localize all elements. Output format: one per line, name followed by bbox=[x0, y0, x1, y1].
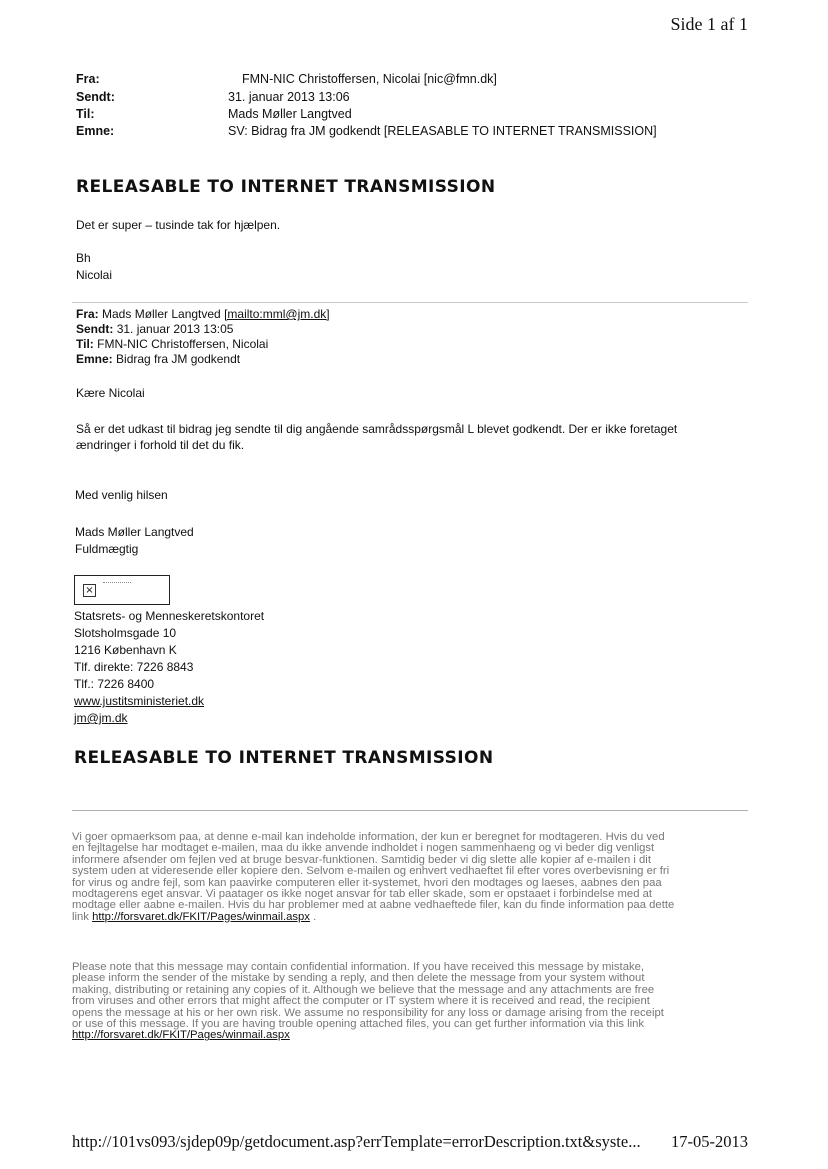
subject-label: Emne: bbox=[76, 124, 115, 138]
signature-phone-direct: Tlf. direkte: 7226 8843 bbox=[74, 660, 194, 674]
signature-city: 1216 København K bbox=[74, 643, 177, 657]
disclaimer-english bbox=[72, 962, 752, 1042]
quoted-sent bbox=[76, 322, 233, 337]
reply-sign-bh: Bh bbox=[76, 251, 91, 265]
disclaimer-en-link[interactable]: http://forsvaret.dk/FKIT/Pages/winmail.aspx bbox=[72, 1029, 290, 1042]
quoted-from-value: Mads Møller Langtved bbox=[102, 307, 221, 321]
quoted-from-mailto[interactable]: [mailto:mml@jm.dk] bbox=[224, 307, 330, 321]
quoted-paragraph-line1: Så er det udkast til bidrag jeg sendte til dig angående samrådsspørgsmål L blevet godkendt. Der er ikke foretaget bbox=[76, 422, 678, 436]
to-value: Mads Møller Langtved bbox=[228, 107, 352, 121]
quoted-subject bbox=[76, 352, 240, 367]
reply-sign-name: Nicolai bbox=[76, 268, 113, 282]
disclaimer-da-line: for virus og andre fejl, som kan paavirke computeren eller it-systemet, hvori den modtages og laeses, aabnes den paa bbox=[72, 876, 662, 889]
disclaimer-da-line: system uden at videresende eller kopiere den. Selvom e-mailen og enhvert vedhaeftet fil efter vores overbevisning er fri bbox=[72, 865, 670, 878]
quoted-from-label: Fra: bbox=[76, 307, 99, 321]
quoted-greeting: Kære Nicolai bbox=[76, 386, 145, 400]
quoted-to bbox=[76, 337, 268, 352]
reply-line: Det er super – tusinde tak for hjælpen. bbox=[76, 218, 281, 232]
quoted-sender-title: Fuldmægtig bbox=[75, 542, 139, 556]
banner-bottom: RELEASABLE TO INTERNET TRANSMISSION bbox=[74, 748, 494, 768]
to-label: Til: bbox=[76, 107, 95, 121]
disclaimer-en-line: Please note that this message may contain confidential information. If you have received this message by mistake, bbox=[72, 961, 645, 973]
page-number-header: Side 1 af 1 bbox=[670, 14, 748, 34]
disclaimer-en-line: opens the message at his or her own risk. We assume no responsibility for any loss or damage arising from the receipt bbox=[72, 1006, 664, 1019]
disclaimer-en-line: please inform the sender of the mistake by sending a reply, and then delete the message from your system without bbox=[72, 972, 645, 985]
disclaimer-da-link-line bbox=[72, 912, 752, 923]
from-label: Fra: bbox=[76, 72, 100, 86]
sent-label: Sendt: bbox=[76, 90, 115, 104]
disclaimer-en-link-line bbox=[72, 1030, 752, 1041]
from-value: FMN-NIC Christoffersen, Nicolai [nic@fmn.dk] bbox=[242, 72, 497, 86]
broken-image-icon: × bbox=[83, 584, 96, 597]
quoted-subject-label: Emne: bbox=[76, 352, 113, 366]
separator-rule bbox=[72, 302, 748, 303]
signature-email-link[interactable]: jm@jm.dk bbox=[74, 711, 128, 725]
subject-value: SV: Bidrag fra JM godkendt [RELEASABLE TO INTERNET TRANSMISSION] bbox=[228, 124, 657, 138]
disclaimer-da-line: modtagerens eget ansvar. Vi paatager os ikke noget ansvar for tab eller skade, som er opstaaet i forbindelse med at bbox=[72, 888, 653, 901]
quoted-paragraph-line2: ændringer i forhold til det du fik. bbox=[76, 438, 245, 452]
sent-value: 31. januar 2013 13:06 bbox=[228, 90, 350, 104]
disclaimer-da-link-suffix: . bbox=[313, 910, 317, 923]
disclaimer-en-line: making, distributing or retaining any copies of it. Although we believe that the message and any attachments are free bbox=[72, 983, 655, 996]
disclaimer-da-line: Vi goer opmaerksom paa, at denne e-mail kan indeholde information, der kun er beregnet for modtageren. Hvis du ved bbox=[72, 831, 665, 843]
footer-url: http://101vs093/sjdep09p/getdocument.asp?errTemplate=errorDescription.txt&syste... bbox=[72, 1132, 641, 1151]
disclaimer-da-line: en fejltagelse har modtaget e-mailen, maa du ikke anvende indholdet i nogen sammenhaeng og vi beder dig venligst bbox=[72, 842, 655, 855]
disclaimer-da-line: informere afsender om fejlen ved at bruge besvar-funktionen. Samtidig beder vi dig slette alle kopier af e-mailen i dit bbox=[72, 853, 651, 866]
broken-image-placeholder bbox=[74, 575, 170, 605]
disclaimer-da-link[interactable]: http://forsvaret.dk/FKIT/Pages/winmail.aspx bbox=[92, 910, 310, 923]
disclaimer-en-line: from viruses and other errors that might affect the computer or IT system where it is received and read, the recipient bbox=[72, 995, 650, 1008]
disclaimer-separator bbox=[72, 810, 748, 811]
disclaimer-da-line: modtage eller aabne e-mailen. Hvis du har problemer med at aabne vedhaeftede filer, kan du finde information paa dette bbox=[72, 899, 675, 912]
image-placeholder-line bbox=[103, 582, 131, 583]
quoted-sent-label: Sendt: bbox=[76, 322, 114, 336]
signature-phone: Tlf.: 7226 8400 bbox=[74, 677, 155, 691]
footer-date: 17-05-2013 bbox=[671, 1132, 748, 1151]
quoted-from bbox=[76, 307, 330, 322]
quoted-to-value: FMN-NIC Christoffersen, Nicolai bbox=[97, 337, 269, 351]
disclaimer-en-line: or use of this message. If you are having trouble opening attached files, you can get further information via this link bbox=[72, 1018, 645, 1031]
quoted-closing: Med venlig hilsen bbox=[75, 488, 168, 502]
disclaimer-danish bbox=[72, 832, 752, 923]
signature-street: Slotsholmsgade 10 bbox=[74, 626, 177, 640]
quoted-to-label: Til: bbox=[76, 337, 94, 351]
quoted-subject-value: Bidrag fra JM godkendt bbox=[116, 352, 241, 366]
quoted-sent-value: 31. januar 2013 13:05 bbox=[116, 322, 234, 336]
signature-office: Statsrets- og Menneskeretskontoret bbox=[74, 609, 265, 623]
banner-top: RELEASABLE TO INTERNET TRANSMISSION bbox=[76, 177, 496, 197]
quoted-sender-name: Mads Møller Langtved bbox=[75, 525, 194, 539]
signature-web-link[interactable]: www.justitsministeriet.dk bbox=[74, 694, 205, 708]
disclaimer-da-link-prefix: link bbox=[72, 910, 89, 923]
